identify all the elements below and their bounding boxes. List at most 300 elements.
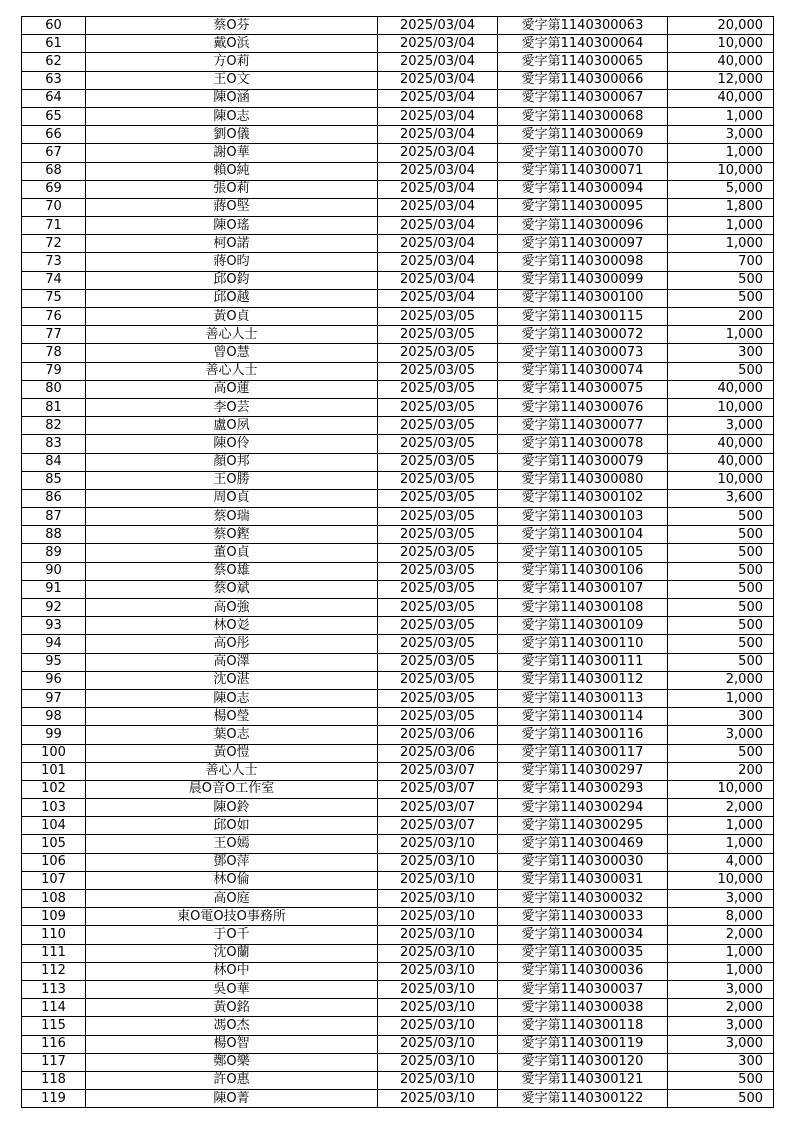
table-row [22, 962, 774, 980]
receipt-number-cell: 愛字第1140300122 [498, 1090, 668, 1108]
donation-date-cell: 2025/03/05 [378, 398, 498, 416]
serial-number-cell: 72 [22, 235, 86, 253]
donor-name-cell: 吳O華 [86, 980, 378, 998]
serial-number-cell: 71 [22, 217, 86, 235]
receipt-number-cell: 愛字第1140300120 [498, 1053, 668, 1071]
serial-number-cell: 89 [22, 544, 86, 562]
donation-date-cell: 2025/03/04 [378, 144, 498, 162]
amount-cell: 500 [668, 508, 774, 526]
donor-name-cell: 林O彣 [86, 617, 378, 635]
amount-cell: 500 [668, 544, 774, 562]
donor-name-cell: 高O強 [86, 599, 378, 617]
receipt-number-cell: 愛字第1140300095 [498, 198, 668, 216]
donation-date-cell: 2025/03/05 [378, 689, 498, 707]
amount-cell: 3,000 [668, 126, 774, 144]
donor-name-cell: 黃O愷 [86, 744, 378, 762]
receipt-number-cell: 愛字第1140300037 [498, 980, 668, 998]
table-row [22, 308, 774, 326]
donation-date-cell: 2025/03/06 [378, 744, 498, 762]
donor-name-cell: 楊O智 [86, 1035, 378, 1053]
amount-cell: 40,000 [668, 453, 774, 471]
amount-cell: 5,000 [668, 180, 774, 198]
amount-cell: 500 [668, 1071, 774, 1089]
receipt-number-cell: 愛字第1140300038 [498, 999, 668, 1017]
donation-date-cell: 2025/03/10 [378, 1017, 498, 1035]
serial-number-cell: 93 [22, 617, 86, 635]
donation-date-cell: 2025/03/10 [378, 980, 498, 998]
amount-cell: 2,000 [668, 999, 774, 1017]
receipt-number-cell: 愛字第1140300080 [498, 471, 668, 489]
amount-cell: 10,000 [668, 398, 774, 416]
serial-number-cell: 67 [22, 144, 86, 162]
table-row [22, 180, 774, 198]
donation-date-cell: 2025/03/10 [378, 926, 498, 944]
serial-number-cell: 73 [22, 253, 86, 271]
donation-date-cell: 2025/03/06 [378, 726, 498, 744]
donor-name-cell: 李O芸 [86, 398, 378, 416]
donor-name-cell: 蔡O芬 [86, 17, 378, 35]
donor-name-cell: 馮O杰 [86, 1017, 378, 1035]
table-row [22, 344, 774, 362]
donor-name-cell: 王O嫣 [86, 835, 378, 853]
serial-number-cell: 69 [22, 180, 86, 198]
donor-name-cell: 善心人士 [86, 362, 378, 380]
donation-date-cell: 2025/03/10 [378, 871, 498, 889]
donor-name-cell: 黃O銘 [86, 999, 378, 1017]
table-row [22, 708, 774, 726]
amount-cell: 40,000 [668, 53, 774, 71]
donation-date-cell: 2025/03/04 [378, 235, 498, 253]
amount-cell: 3,600 [668, 489, 774, 507]
serial-number-cell: 60 [22, 17, 86, 35]
table-row [22, 380, 774, 398]
donor-name-cell: 柯O諾 [86, 235, 378, 253]
amount-cell: 200 [668, 762, 774, 780]
serial-number-cell: 118 [22, 1071, 86, 1089]
table-row [22, 726, 774, 744]
amount-cell: 3,000 [668, 1035, 774, 1053]
amount-cell: 3,000 [668, 417, 774, 435]
receipt-number-cell: 愛字第1140300119 [498, 1035, 668, 1053]
donor-name-cell: 沈O蘭 [86, 944, 378, 962]
donor-name-cell: 善心人士 [86, 762, 378, 780]
serial-number-cell: 75 [22, 289, 86, 307]
table-row [22, 599, 774, 617]
amount-cell: 500 [668, 580, 774, 598]
donor-name-cell: 賴O純 [86, 162, 378, 180]
table-row [22, 508, 774, 526]
receipt-number-cell: 愛字第1140300100 [498, 289, 668, 307]
receipt-number-cell: 愛字第1140300099 [498, 271, 668, 289]
donation-date-cell: 2025/03/05 [378, 635, 498, 653]
amount-cell: 700 [668, 253, 774, 271]
table-row [22, 362, 774, 380]
receipt-number-cell: 愛字第1140300105 [498, 544, 668, 562]
table-row [22, 980, 774, 998]
donation-date-cell: 2025/03/10 [378, 853, 498, 871]
receipt-number-cell: 愛字第1140300115 [498, 308, 668, 326]
donor-name-cell: 葉O志 [86, 726, 378, 744]
amount-cell: 500 [668, 653, 774, 671]
amount-cell: 2,000 [668, 926, 774, 944]
donation-table [21, 16, 774, 1108]
amount-cell: 500 [668, 744, 774, 762]
receipt-number-cell: 愛字第1140300031 [498, 871, 668, 889]
donation-date-cell: 2025/03/05 [378, 508, 498, 526]
serial-number-cell: 92 [22, 599, 86, 617]
donation-date-cell: 2025/03/04 [378, 126, 498, 144]
receipt-number-cell: 愛字第1140300113 [498, 689, 668, 707]
serial-number-cell: 116 [22, 1035, 86, 1053]
table-row [22, 217, 774, 235]
amount-cell: 20,000 [668, 17, 774, 35]
serial-number-cell: 117 [22, 1053, 86, 1071]
serial-number-cell: 76 [22, 308, 86, 326]
table-row [22, 671, 774, 689]
donor-name-cell: 蔡O瑞 [86, 508, 378, 526]
amount-cell: 10,000 [668, 471, 774, 489]
donation-date-cell: 2025/03/10 [378, 999, 498, 1017]
table-row [22, 162, 774, 180]
serial-number-cell: 107 [22, 871, 86, 889]
receipt-number-cell: 愛字第1140300121 [498, 1071, 668, 1089]
serial-number-cell: 105 [22, 835, 86, 853]
serial-number-cell: 87 [22, 508, 86, 526]
table-row [22, 835, 774, 853]
serial-number-cell: 90 [22, 562, 86, 580]
donation-date-cell: 2025/03/07 [378, 799, 498, 817]
amount-cell: 3,000 [668, 1017, 774, 1035]
table-row [22, 999, 774, 1017]
table-row [22, 944, 774, 962]
donation-date-cell: 2025/03/07 [378, 817, 498, 835]
table-row [22, 744, 774, 762]
table-row [22, 762, 774, 780]
table-row [22, 471, 774, 489]
donation-date-cell: 2025/03/04 [378, 107, 498, 125]
donation-date-cell: 2025/03/05 [378, 544, 498, 562]
amount-cell: 4,000 [668, 853, 774, 871]
donation-date-cell: 2025/03/04 [378, 253, 498, 271]
donor-name-cell: 陳O鈴 [86, 799, 378, 817]
amount-cell: 500 [668, 635, 774, 653]
amount-cell: 1,000 [668, 944, 774, 962]
table-row [22, 817, 774, 835]
amount-cell: 300 [668, 708, 774, 726]
donor-name-cell: 黃O貞 [86, 308, 378, 326]
receipt-number-cell: 愛字第1140300076 [498, 398, 668, 416]
receipt-number-cell: 愛字第1140300295 [498, 817, 668, 835]
donor-name-cell: 鄭O樂 [86, 1053, 378, 1071]
serial-number-cell: 78 [22, 344, 86, 362]
receipt-number-cell: 愛字第1140300110 [498, 635, 668, 653]
receipt-number-cell: 愛字第1140300069 [498, 126, 668, 144]
donor-name-cell: 沈O湛 [86, 671, 378, 689]
amount-cell: 500 [668, 599, 774, 617]
table-row [22, 1017, 774, 1035]
serial-number-cell: 96 [22, 671, 86, 689]
amount-cell: 10,000 [668, 871, 774, 889]
table-row [22, 235, 774, 253]
receipt-number-cell: 愛字第1140300036 [498, 962, 668, 980]
table-row [22, 107, 774, 125]
table-row [22, 780, 774, 798]
donation-date-cell: 2025/03/04 [378, 17, 498, 35]
table-row [22, 398, 774, 416]
table-row [22, 198, 774, 216]
donation-date-cell: 2025/03/04 [378, 217, 498, 235]
table-row [22, 871, 774, 889]
donor-name-cell: 邱O如 [86, 817, 378, 835]
serial-number-cell: 100 [22, 744, 86, 762]
donor-name-cell: 東O電O技O事務所 [86, 908, 378, 926]
donation-date-cell: 2025/03/10 [378, 1035, 498, 1053]
receipt-number-cell: 愛字第1140300297 [498, 762, 668, 780]
table-row [22, 489, 774, 507]
serial-number-cell: 104 [22, 817, 86, 835]
serial-number-cell: 113 [22, 980, 86, 998]
donation-date-cell: 2025/03/04 [378, 198, 498, 216]
receipt-number-cell: 愛字第1140300109 [498, 617, 668, 635]
amount-cell: 1,000 [668, 835, 774, 853]
donor-name-cell: 邱O鈞 [86, 271, 378, 289]
serial-number-cell: 74 [22, 271, 86, 289]
donation-date-cell: 2025/03/04 [378, 180, 498, 198]
receipt-number-cell: 愛字第1140300108 [498, 599, 668, 617]
table-row [22, 635, 774, 653]
amount-cell: 8,000 [668, 908, 774, 926]
donor-name-cell: 邱O越 [86, 289, 378, 307]
receipt-number-cell: 愛字第1140300111 [498, 653, 668, 671]
amount-cell: 1,800 [668, 198, 774, 216]
table-row [22, 326, 774, 344]
donor-name-cell: 盧O夙 [86, 417, 378, 435]
amount-cell: 1,000 [668, 217, 774, 235]
serial-number-cell: 99 [22, 726, 86, 744]
receipt-number-cell: 愛字第1140300070 [498, 144, 668, 162]
serial-number-cell: 66 [22, 126, 86, 144]
serial-number-cell: 64 [22, 89, 86, 107]
amount-cell: 500 [668, 617, 774, 635]
donor-name-cell: 于O千 [86, 926, 378, 944]
amount-cell: 2,000 [668, 799, 774, 817]
receipt-number-cell: 愛字第1140300072 [498, 326, 668, 344]
receipt-number-cell: 愛字第1140300294 [498, 799, 668, 817]
receipt-number-cell: 愛字第1140300067 [498, 89, 668, 107]
donor-name-cell: 高O蓮 [86, 380, 378, 398]
serial-number-cell: 111 [22, 944, 86, 962]
serial-number-cell: 68 [22, 162, 86, 180]
donation-date-cell: 2025/03/05 [378, 362, 498, 380]
donation-date-cell: 2025/03/05 [378, 580, 498, 598]
amount-cell: 200 [668, 308, 774, 326]
serial-number-cell: 102 [22, 780, 86, 798]
donor-name-cell: 張O莉 [86, 180, 378, 198]
donation-date-cell: 2025/03/05 [378, 708, 498, 726]
table-row [22, 89, 774, 107]
donation-date-cell: 2025/03/10 [378, 1071, 498, 1089]
donation-date-cell: 2025/03/04 [378, 89, 498, 107]
receipt-number-cell: 愛字第1140300293 [498, 780, 668, 798]
serial-number-cell: 115 [22, 1017, 86, 1035]
amount-cell: 300 [668, 1053, 774, 1071]
donor-name-cell: 善心人士 [86, 326, 378, 344]
donation-date-cell: 2025/03/07 [378, 780, 498, 798]
receipt-number-cell: 愛字第1140300097 [498, 235, 668, 253]
serial-number-cell: 106 [22, 853, 86, 871]
serial-number-cell: 98 [22, 708, 86, 726]
amount-cell: 1,000 [668, 689, 774, 707]
table-row [22, 253, 774, 271]
receipt-number-cell: 愛字第1140300114 [498, 708, 668, 726]
donation-date-cell: 2025/03/05 [378, 671, 498, 689]
table-row [22, 17, 774, 35]
serial-number-cell: 95 [22, 653, 86, 671]
donor-name-cell: 蔡O鏗 [86, 526, 378, 544]
amount-cell: 3,000 [668, 890, 774, 908]
donation-date-cell: 2025/03/05 [378, 453, 498, 471]
donation-date-cell: 2025/03/05 [378, 599, 498, 617]
serial-number-cell: 94 [22, 635, 86, 653]
donation-date-cell: 2025/03/05 [378, 562, 498, 580]
donation-date-cell: 2025/03/05 [378, 653, 498, 671]
donation-date-cell: 2025/03/05 [378, 380, 498, 398]
donor-name-cell: 林O中 [86, 962, 378, 980]
donation-date-cell: 2025/03/10 [378, 1090, 498, 1108]
serial-number-cell: 82 [22, 417, 86, 435]
donor-name-cell: 顏O邦 [86, 453, 378, 471]
receipt-number-cell: 愛字第1140300096 [498, 217, 668, 235]
amount-cell: 3,000 [668, 980, 774, 998]
donor-name-cell: 高O澤 [86, 653, 378, 671]
receipt-number-cell: 愛字第1140300469 [498, 835, 668, 853]
donor-name-cell: 蔣O堅 [86, 198, 378, 216]
receipt-number-cell: 愛字第1140300094 [498, 180, 668, 198]
donor-name-cell: 陳O菁 [86, 1090, 378, 1108]
donation-date-cell: 2025/03/05 [378, 617, 498, 635]
table-row [22, 853, 774, 871]
donation-date-cell: 2025/03/04 [378, 53, 498, 71]
receipt-number-cell: 愛字第1140300079 [498, 453, 668, 471]
donation-date-cell: 2025/03/10 [378, 908, 498, 926]
table-row [22, 435, 774, 453]
serial-number-cell: 61 [22, 35, 86, 53]
table-row [22, 562, 774, 580]
donor-name-cell: 陳O瑤 [86, 217, 378, 235]
donation-date-cell: 2025/03/10 [378, 962, 498, 980]
serial-number-cell: 112 [22, 962, 86, 980]
receipt-number-cell: 愛字第1140300035 [498, 944, 668, 962]
donor-name-cell: 許O惠 [86, 1071, 378, 1089]
donor-name-cell: 蔣O昀 [86, 253, 378, 271]
donor-name-cell: 晨O音O工作室 [86, 780, 378, 798]
donor-name-cell: 陳O志 [86, 689, 378, 707]
donor-name-cell: 蔡O雄 [86, 562, 378, 580]
receipt-number-cell: 愛字第1140300112 [498, 671, 668, 689]
serial-number-cell: 101 [22, 762, 86, 780]
receipt-number-cell: 愛字第1140300077 [498, 417, 668, 435]
donation-date-cell: 2025/03/05 [378, 344, 498, 362]
amount-cell: 1,000 [668, 962, 774, 980]
serial-number-cell: 88 [22, 526, 86, 544]
receipt-number-cell: 愛字第1140300104 [498, 526, 668, 544]
serial-number-cell: 80 [22, 380, 86, 398]
table-row [22, 908, 774, 926]
receipt-number-cell: 愛字第1140300078 [498, 435, 668, 453]
donation-date-cell: 2025/03/05 [378, 526, 498, 544]
amount-cell: 40,000 [668, 380, 774, 398]
table-row [22, 890, 774, 908]
donation-date-cell: 2025/03/10 [378, 890, 498, 908]
table-row [22, 689, 774, 707]
serial-number-cell: 84 [22, 453, 86, 471]
serial-number-cell: 109 [22, 908, 86, 926]
donor-name-cell: 王O勝 [86, 471, 378, 489]
receipt-number-cell: 愛字第1140300107 [498, 580, 668, 598]
donor-name-cell: 蔡O斌 [86, 580, 378, 598]
donation-table-body [22, 17, 774, 1108]
serial-number-cell: 65 [22, 107, 86, 125]
receipt-number-cell: 愛字第1140300118 [498, 1017, 668, 1035]
amount-cell: 500 [668, 1090, 774, 1108]
serial-number-cell: 62 [22, 53, 86, 71]
receipt-number-cell: 愛字第1140300106 [498, 562, 668, 580]
receipt-number-cell: 愛字第1140300071 [498, 162, 668, 180]
amount-cell: 500 [668, 526, 774, 544]
donor-name-cell: 謝O華 [86, 144, 378, 162]
donation-date-cell: 2025/03/04 [378, 289, 498, 307]
amount-cell: 1,000 [668, 326, 774, 344]
table-row [22, 35, 774, 53]
donation-date-cell: 2025/03/05 [378, 308, 498, 326]
amount-cell: 1,000 [668, 144, 774, 162]
donation-date-cell: 2025/03/10 [378, 944, 498, 962]
receipt-number-cell: 愛字第1140300103 [498, 508, 668, 526]
amount-cell: 12,000 [668, 71, 774, 89]
donor-name-cell: 戴O浜 [86, 35, 378, 53]
receipt-number-cell: 愛字第1140300074 [498, 362, 668, 380]
amount-cell: 40,000 [668, 89, 774, 107]
donor-name-cell: 高O庭 [86, 890, 378, 908]
receipt-number-cell: 愛字第1140300063 [498, 17, 668, 35]
serial-number-cell: 110 [22, 926, 86, 944]
donation-date-cell: 2025/03/05 [378, 435, 498, 453]
amount-cell: 500 [668, 289, 774, 307]
donor-name-cell: 楊O瑩 [86, 708, 378, 726]
donor-name-cell: 林O倫 [86, 871, 378, 889]
donation-date-cell: 2025/03/04 [378, 162, 498, 180]
donor-name-cell: 王O文 [86, 71, 378, 89]
table-row [22, 417, 774, 435]
table-row [22, 453, 774, 471]
amount-cell: 500 [668, 562, 774, 580]
receipt-number-cell: 愛字第1140300065 [498, 53, 668, 71]
donation-date-cell: 2025/03/05 [378, 326, 498, 344]
donor-name-cell: 劉O儀 [86, 126, 378, 144]
donor-name-cell: 高O彤 [86, 635, 378, 653]
table-row [22, 126, 774, 144]
receipt-number-cell: 愛字第1140300098 [498, 253, 668, 271]
donor-name-cell: 董O貞 [86, 544, 378, 562]
table-row [22, 1071, 774, 1089]
donation-date-cell: 2025/03/05 [378, 417, 498, 435]
donor-name-cell: 陳O志 [86, 107, 378, 125]
serial-number-cell: 81 [22, 398, 86, 416]
receipt-number-cell: 愛字第1140300116 [498, 726, 668, 744]
serial-number-cell: 114 [22, 999, 86, 1017]
receipt-number-cell: 愛字第1140300117 [498, 744, 668, 762]
amount-cell: 1,000 [668, 235, 774, 253]
